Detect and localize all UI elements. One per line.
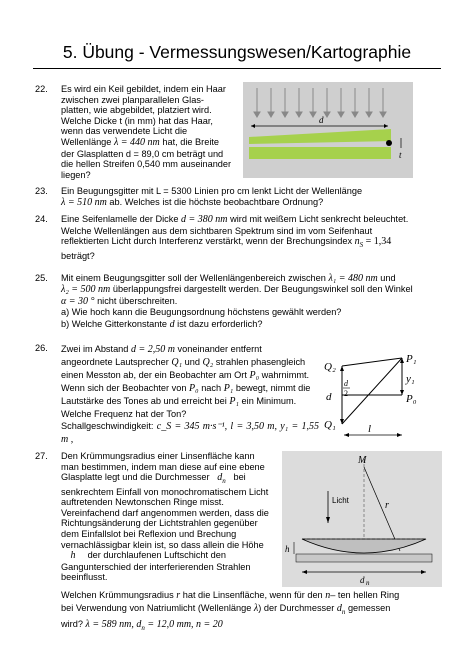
q1-label: Q₁ xyxy=(324,419,336,431)
licht-label: Licht xyxy=(332,496,349,505)
text-line: auftretenden Newtonschen Ringe misst. xyxy=(61,497,224,508)
text-line: Den Krümmungsradius einer Linsenfläche kann xyxy=(61,451,255,461)
wedge-t-label: t xyxy=(399,150,402,160)
text-line: Welche Wellenlängen aus dem sichtbaren Spektrum sind im vom Seifenhaut xyxy=(61,225,373,236)
text-line: λ₂ = 500 nm überlappungsfrei dargestellt werden. Der Beugungswinkel soll den Winkel xyxy=(61,284,413,296)
problem-23-text xyxy=(61,186,441,208)
problem-26-number: 26. xyxy=(35,343,48,353)
dn-sub-label: n xyxy=(366,579,370,587)
problem-23-number: 23. xyxy=(35,186,48,196)
q2-label: Q₂ xyxy=(324,361,336,373)
problem-24-text xyxy=(61,214,441,261)
speaker-figure xyxy=(322,344,440,444)
wedge-d-label: d xyxy=(319,115,324,125)
problem-22-text xyxy=(61,84,237,180)
two-label: 2 xyxy=(344,389,348,398)
text-line: man bestimmen, indem man diese auf eine ebene xyxy=(61,461,265,472)
text-line: beträgt? xyxy=(61,250,95,261)
text-line: Richtungsänderung der Lichtstrahlen gegenüber xyxy=(61,518,258,529)
y1-label: y₁ xyxy=(406,373,415,385)
question-b: b) Welche Gitterkonstante d ist dazu erforderlich? xyxy=(61,318,263,330)
text-line: h der durchlaufenen Luftschicht den xyxy=(70,550,226,562)
m-label: M xyxy=(358,455,367,466)
text-line: wird? λ = 589 nm, $d_n = 12,0$ mm, n = 20 xyxy=(61,618,223,632)
text-line: liegen? xyxy=(61,169,91,180)
text-line: Vereinfachend darf angenommen werden, dass die xyxy=(61,507,269,518)
text-line: angeordnete Lautsprecher Q₁ und Q₂ strahlen phasengleich xyxy=(61,357,306,368)
d-label: d xyxy=(326,391,332,403)
l-label: l xyxy=(368,423,372,435)
problem-22-number: 22. xyxy=(35,84,48,94)
text-line: reflektierten Licht durch Interferenz verstärkt, wenn der Brechungsindex $n_S = 1,34$ xyxy=(61,236,392,250)
problem-27-question xyxy=(61,589,441,634)
text-line: der Glasplatten d = 89,0 cm beträgt und xyxy=(61,148,224,159)
d-half-label: d xyxy=(344,379,348,388)
text-line: Wellenlänge λ = 440 nm hat, die Breite xyxy=(61,136,220,148)
text-line: zwischen zwei planparallelen Glas- xyxy=(61,94,204,105)
r-label: r xyxy=(385,500,389,511)
text-line: bei Verwendung von Natriumlicht (Wellenlänge λ) der Durchmesser $d_n$ gemessen xyxy=(61,603,391,616)
text-line: Ein Beugungsgitter mit L = 5300 Linien pro cm lenkt Licht der Wellenlänge xyxy=(61,186,363,196)
problem-27-number: 27. xyxy=(35,451,48,461)
h-label: h xyxy=(285,544,290,554)
p1-label: P₁ xyxy=(406,353,417,365)
newton-rings-figure xyxy=(282,451,442,587)
text-line: vernachlässigbar klein ist, so dass allein die Höhe xyxy=(61,539,264,550)
page-title: 5. Übung - Vermessungswesen/Kartographie xyxy=(62,42,412,62)
text-line: Zwei im Abstand d = 2,50 m voneinander entfernt xyxy=(61,344,262,355)
text-line: Gangunterschied der interferierenden Strahlen xyxy=(61,561,251,572)
text-line: beeinflusst. xyxy=(61,572,108,583)
wedge-figure xyxy=(243,82,413,178)
text-line: die hellen Streifen 0,540 mm auseinander xyxy=(61,159,232,170)
text-line: λ = 510 nm ab. Welches ist die höchste beobachtbare Ordnung? xyxy=(61,196,324,208)
text-line: Mit einem Beugungsgitter soll der Wellenlängenbereich zwischen λ₁ = 480 nm und xyxy=(61,273,396,284)
problem-25-number: 25. xyxy=(35,273,48,283)
title-underline xyxy=(33,68,441,69)
text-line: dem Einfallslot bei Reflexion und Brechung xyxy=(61,528,237,539)
text-line: Schallgeschwindigkeit: c_S = 345 m·s⁻¹, l = 3,50 m, y₁ = 1,55 m , xyxy=(61,421,319,445)
text-line: senkrechtem Einfall von monochromatischem Licht xyxy=(61,486,269,497)
question-a: a) Wie hoch kann die Beugungsordnung höchstens gewählt werden? xyxy=(61,307,342,318)
text-line: α = 30 ° nicht überschreiten. xyxy=(61,295,178,307)
text-line: Es wird ein Keil gebildet, indem ein Haar xyxy=(61,84,226,94)
problem-25-text xyxy=(61,273,441,330)
text-line: Welche Frequenz hat der Ton? xyxy=(61,409,187,419)
problem-24-number: 24. xyxy=(35,214,48,224)
text-line: Eine Seifenlamelle der Dicke d = 380 nm wird mit weißem Licht senkrecht beleuchtet. xyxy=(61,214,409,225)
hair-dot xyxy=(386,140,392,146)
text-line: Glasplatte legt und die Durchmesser $d_n$ bei xyxy=(61,472,246,486)
text-line: platten, wie abgebildet, platziert wird. xyxy=(61,105,212,116)
problem-26-text xyxy=(61,343,319,446)
text-line: Welche Dicke t (in mm) hat das Haar, xyxy=(61,115,213,126)
text-line: Lautstärke des Tones ab und erreicht bei P₁ ein Minimum. xyxy=(61,396,297,407)
problem-27-text xyxy=(61,451,277,583)
dn-label: d xyxy=(360,575,365,585)
text-line: einen Messton ab, der ein Beobachter am Ort P₀ wahrnimmt. xyxy=(61,370,310,381)
p0-label: P₀ xyxy=(406,393,417,405)
text-line: Wenn sich der Beobachter von P₀ nach P₁ bewegt, nimmt die xyxy=(61,383,311,394)
text-line: Welchen Krümmungsradius r hat die Linsenfläche, wenn für den n– ten hellen Ring xyxy=(61,590,400,601)
text-line: wenn das verwendete Licht die xyxy=(61,126,188,137)
